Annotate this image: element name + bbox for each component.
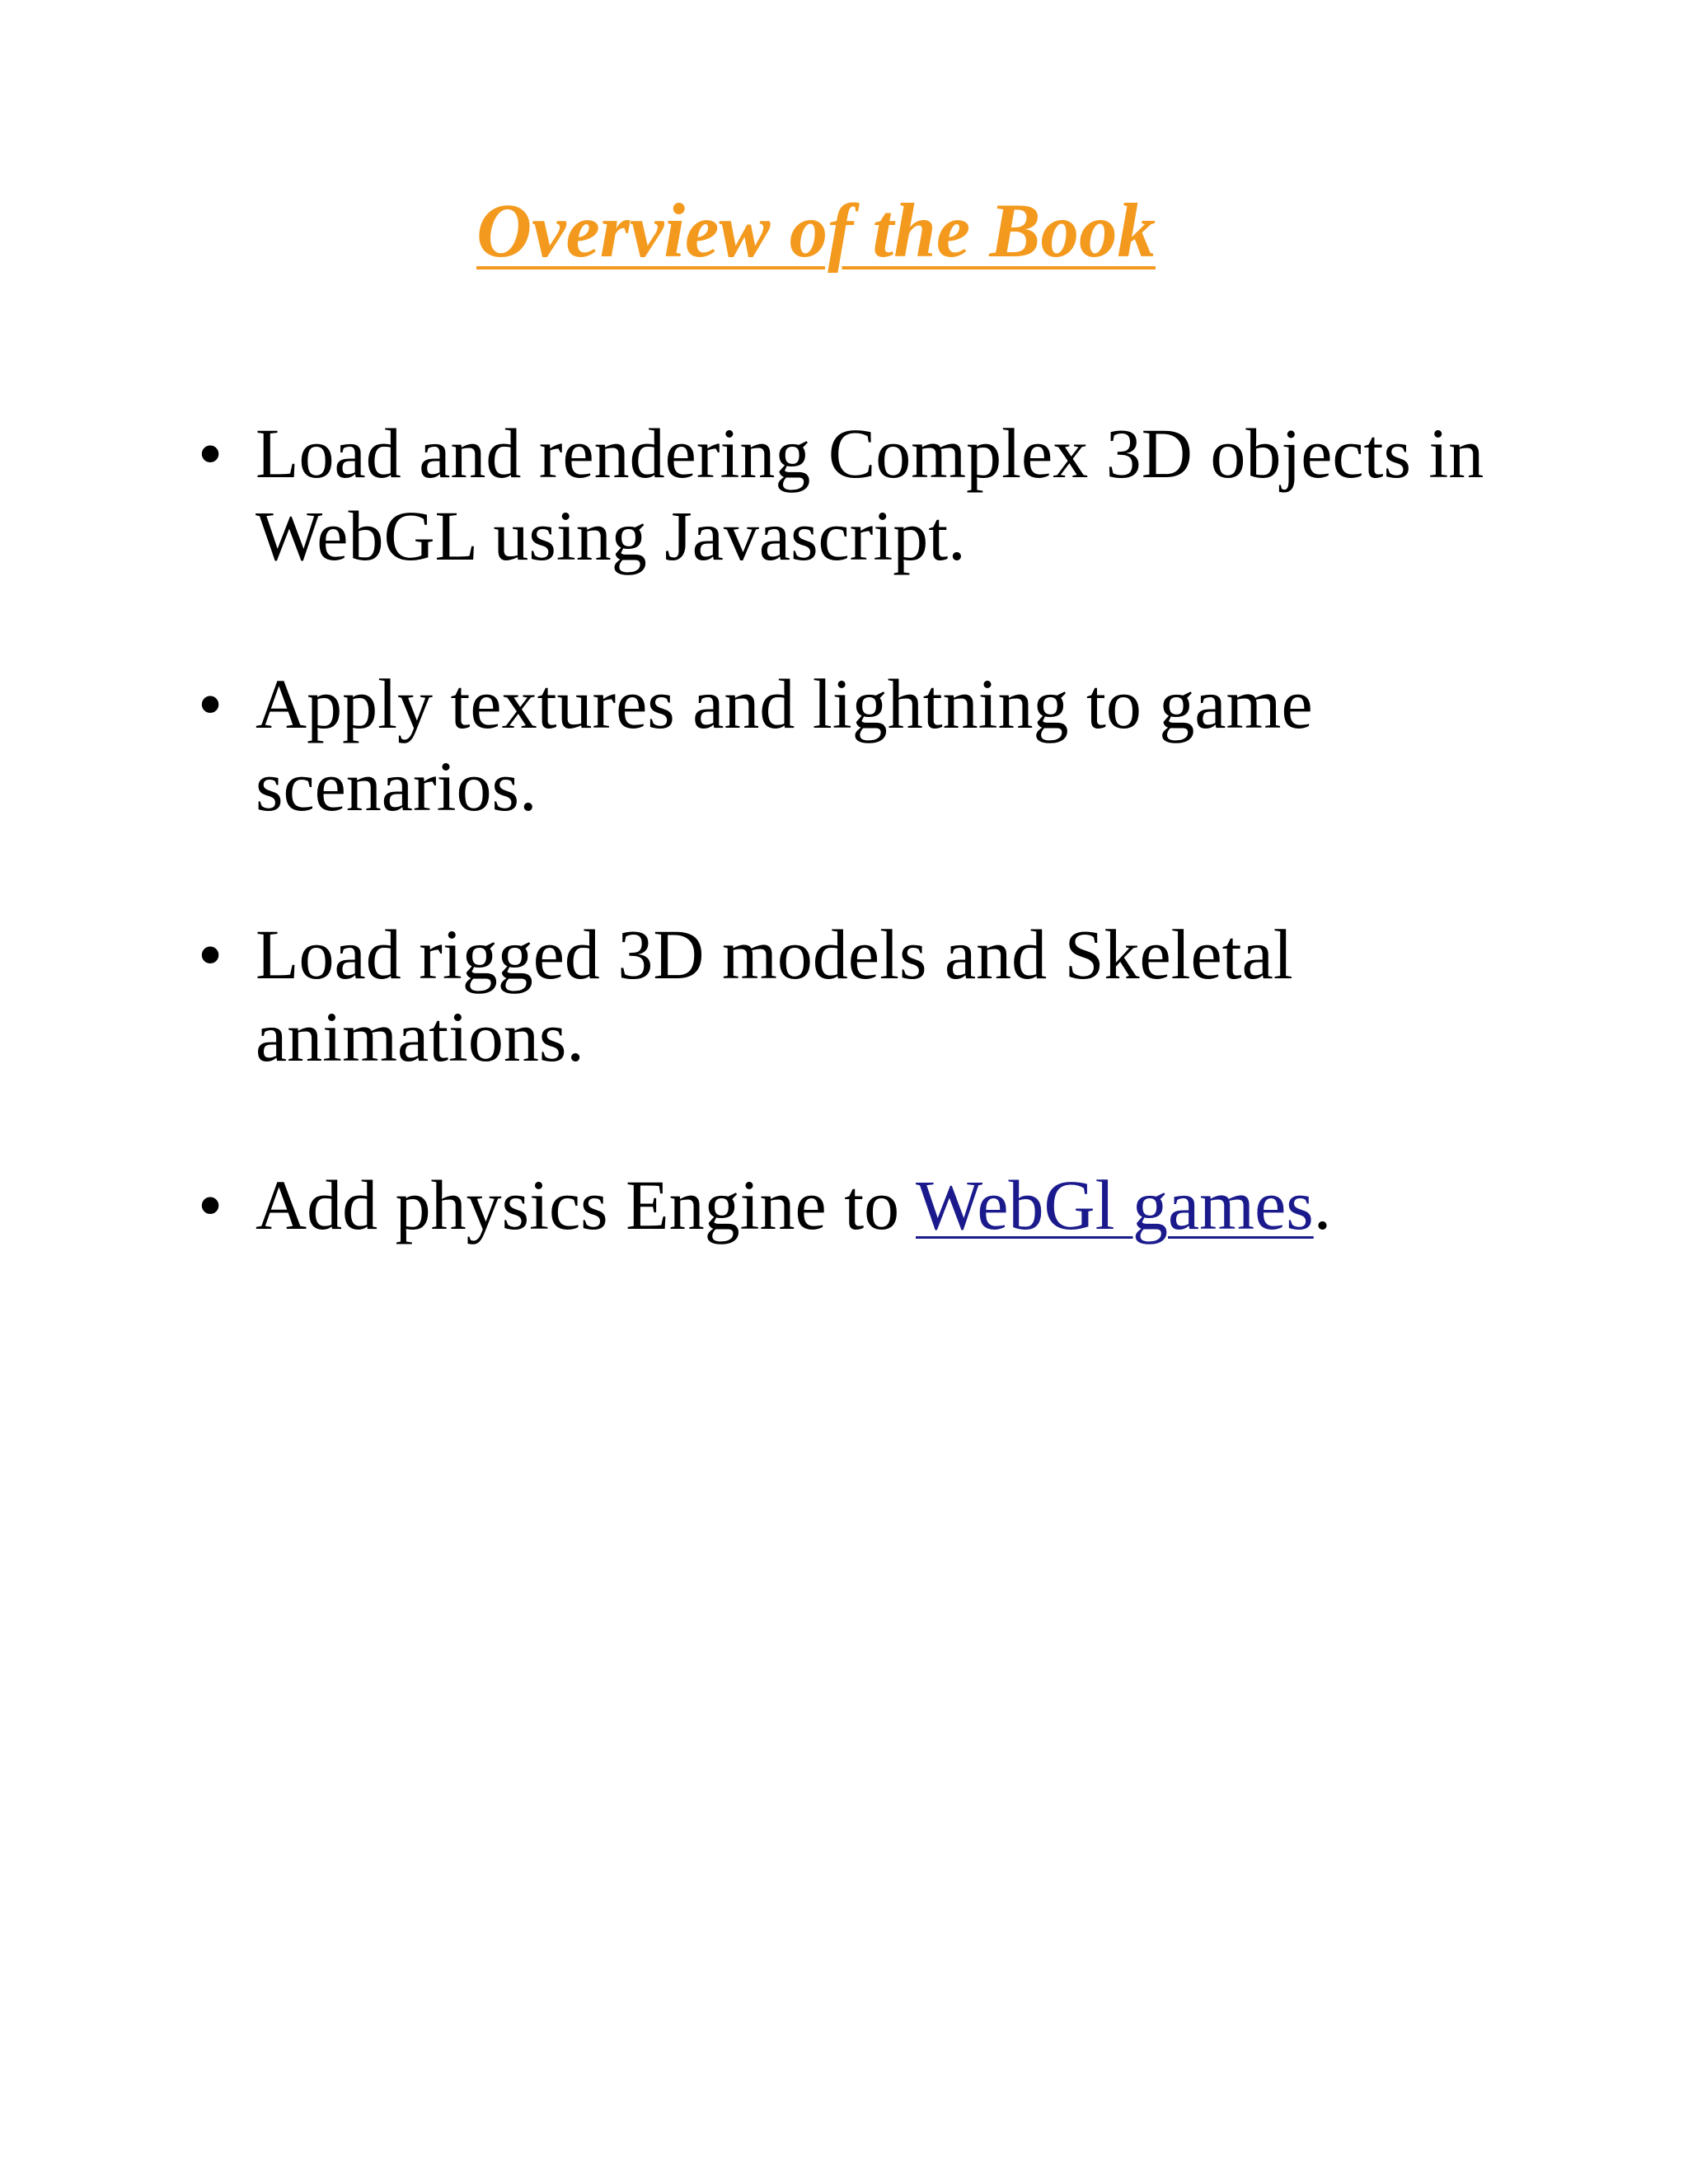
- bullet-text-2: Apply textures and lightning to game scenarios.: [256, 664, 1313, 826]
- bullet-item-4: [198, 1164, 1517, 1246]
- bullet-text-1: Load and rendering Complex 3D objects in WebGL using Javascript.: [256, 414, 1484, 575]
- bullet-item-3: [198, 913, 1517, 1078]
- page-title: Overview of the Book: [476, 189, 1156, 274]
- bullet-text-4-before: Add physics Engine to: [256, 1165, 917, 1244]
- bullet-text-4-after: .: [1313, 1165, 1332, 1244]
- bullet-item-2: [198, 663, 1517, 827]
- overview-bullet-list: [198, 412, 1517, 1332]
- bullet-item-1: [198, 412, 1517, 577]
- bullet-text-3: Load rigged 3D models and Skeletal animations.: [256, 915, 1293, 1076]
- webgl-games-link[interactable]: WebGl games: [916, 1165, 1314, 1244]
